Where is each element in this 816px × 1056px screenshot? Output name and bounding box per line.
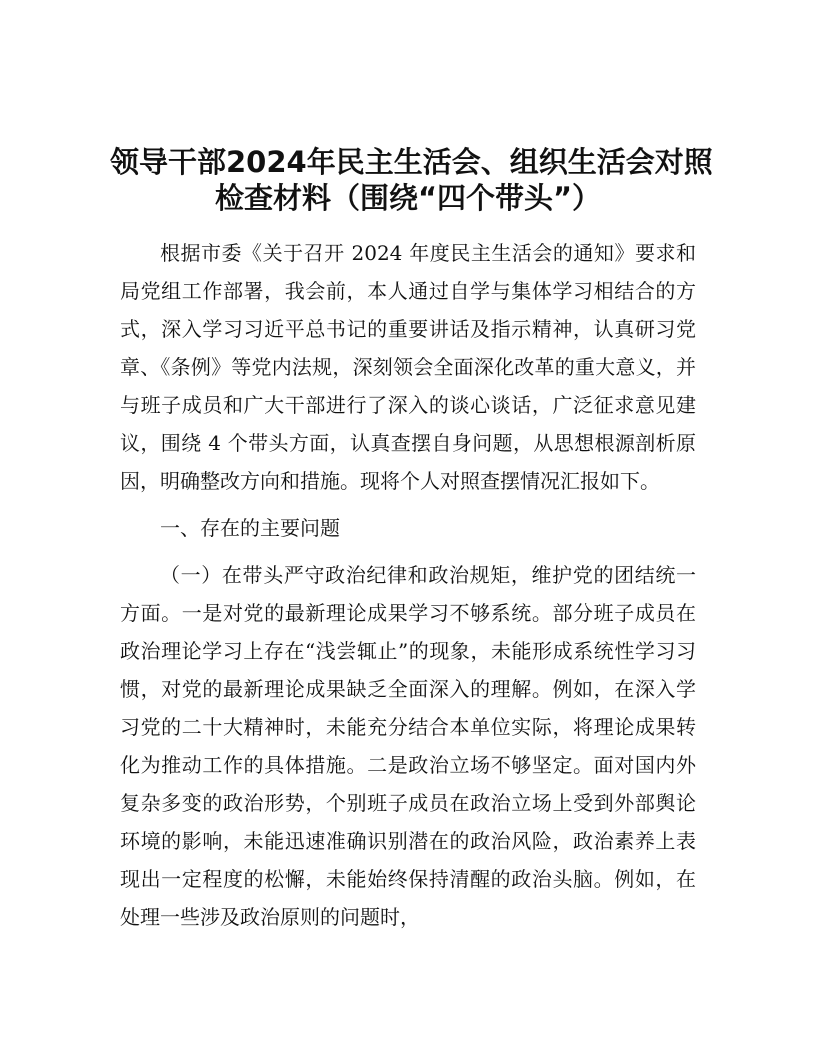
document-title-line-2: 检查材料（围绕“四个带头”） (214, 181, 602, 215)
paragraph-spacer (120, 547, 696, 556)
paragraph-spacer (120, 500, 696, 509)
document-body (120, 234, 696, 936)
section-heading: 一、存在的主要问题 (160, 516, 340, 540)
problem-paragraph: （一）在带头严守政治纪律和政治规矩，维护党的团结统一方面。一是对党的最新理论成果学习不够系统。部分班子成员在政治理论学习上存在“浅尝辄止”的现象，未能形成系统性学习习惯，对党的最新理论成果缺乏全面深入的理解。例如，在深入学习党的二十大精神时，未能充分结合本单位实际，将理论成果转化为推动工作的具体措施。二是政治立场不够坚定。面对国内外复杂多变的政治形势，个别班子成员在政治立场上受到外部舆论环境的影响，未能迅速准确识别潜在的政治风险，政治素养上表现出一定程度的松懈，未能始终保持清醒的政治头脑。例如，在处理一些涉及政治原则的问题时， (120, 563, 696, 929)
document-title-line-1: 领导干部2024年民主生活会、组织生活会对照 (110, 145, 713, 179)
intro-paragraph: 根据市委《关于召开 2024 年度民主生活会的通知》要求和局党组工作部署，我会前，本人通过自学与集体学习相结合的方式，深入学习习近平总书记的重要讲话及指示精神，认真研习党章、《条例》等党内法规，深刻领会全面深化改革的重大意义，并与班子成员和广大干部进行了深入的谈心谈话，广泛征求意见建议，围绕 4 个带头方面，认真查摆自身问题，从思想根源剖析原因，明确整改方向和措施。现将个人对照查摆情况汇报如下。 (120, 241, 696, 493)
